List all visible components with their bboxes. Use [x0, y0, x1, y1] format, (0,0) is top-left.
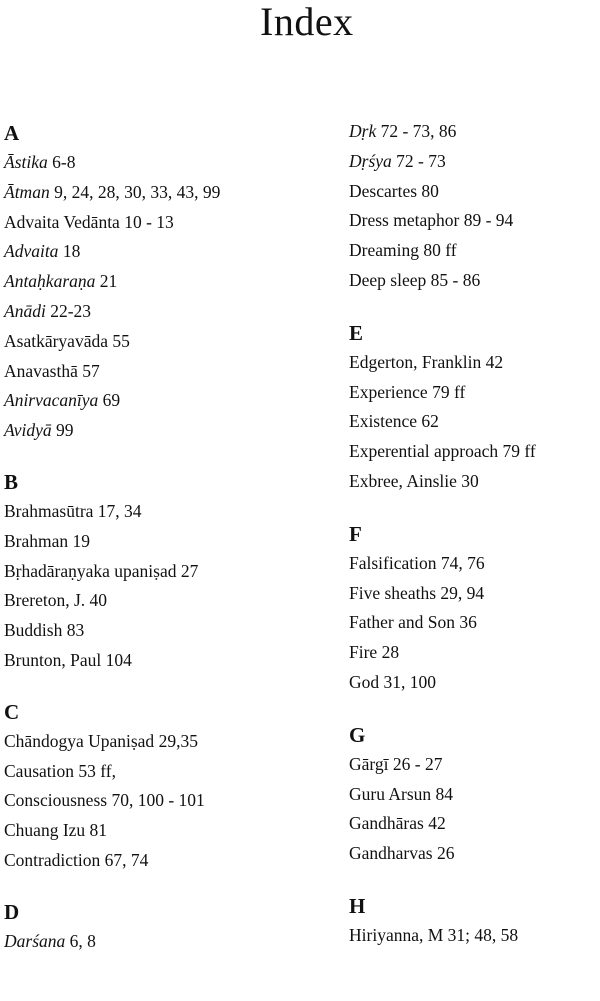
entry-term: Deep sleep: [349, 269, 427, 290]
index-section: [349, 720, 599, 869]
section-letter: D: [4, 899, 20, 924]
entry-pages: 62: [421, 411, 439, 432]
entry-pages: 67, 74: [104, 849, 149, 870]
entry-pages: 70, 100 - 101: [111, 790, 205, 811]
entry-term: Bṛhadāraṇyaka upaniṣad: [4, 560, 177, 581]
section-letter: F: [349, 521, 362, 546]
entry-pages: 21: [99, 271, 118, 292]
index-entry: [349, 236, 599, 266]
entry-pages: 85 - 86: [430, 269, 481, 290]
entry-pages: 55: [112, 330, 130, 351]
entry-term: Chuang Izu: [4, 820, 86, 841]
index-entry: [349, 549, 599, 579]
index-entry: [349, 668, 599, 698]
index-section: [4, 697, 304, 876]
left-column: [4, 118, 304, 978]
entry-pages: 40: [89, 590, 108, 611]
entry-term: Experience: [349, 381, 428, 402]
entry-pages: 19: [72, 530, 91, 551]
index-section: [4, 118, 304, 446]
right-column: [349, 117, 599, 973]
entry-term: Brereton, J.: [4, 590, 86, 611]
index-entry: [349, 579, 599, 609]
index-entry: [349, 467, 599, 497]
entry-pages: 31; 48, 58: [447, 924, 519, 945]
entry-term: Hiriyanna, M: [349, 924, 444, 945]
entry-pages: 29,35: [158, 730, 198, 751]
entry-pages: 6-8: [52, 152, 76, 172]
entry-term: Antaḥkaraṇa: [4, 271, 96, 292]
entry-term: Ātman: [4, 181, 50, 202]
index-entry: [349, 780, 599, 810]
index-entry: [349, 117, 599, 147]
entry-term: Brahmasūtra: [4, 500, 94, 521]
index-entry: [4, 757, 304, 787]
index-entry: [4, 297, 304, 327]
entry-term: Brunton, Paul: [4, 649, 102, 670]
index-section: [4, 897, 304, 957]
entry-term: Consciousness: [4, 790, 108, 811]
index-entry: [349, 437, 599, 467]
index-section: [4, 467, 304, 676]
index-entry: [349, 809, 599, 839]
section-letter: G: [349, 722, 366, 747]
entry-pages: 17, 34: [97, 500, 142, 521]
index-entry: [349, 407, 599, 437]
index-entry: [4, 846, 304, 876]
entry-term: Experential approach: [349, 441, 499, 462]
entry-term: Darśana: [4, 930, 66, 951]
entry-pages: 36: [459, 612, 477, 633]
entry-term: Chāndogya Upaniṣad: [4, 730, 155, 751]
entry-term: Fire: [349, 642, 378, 663]
entry-pages: 31, 100: [383, 671, 437, 692]
entry-term: God: [349, 671, 380, 692]
entry-term: Dṛśya: [349, 150, 392, 171]
section-letter: A: [4, 121, 20, 145]
entry-pages: 30: [461, 470, 479, 491]
entry-term: Causation: [4, 760, 74, 781]
index-entry: [349, 921, 599, 951]
entry-pages: 81: [89, 820, 108, 841]
index-section: [349, 519, 599, 698]
entry-pages: 53 ff,: [78, 760, 116, 781]
entry-pages: 26 - 27: [392, 753, 443, 774]
entry-pages: 89 - 94: [463, 210, 514, 231]
entry-term: Brahman: [4, 530, 69, 551]
entry-pages: 80: [421, 180, 439, 201]
entry-pages: 10 - 13: [124, 211, 174, 232]
index-entry: [4, 527, 304, 557]
entry-term: Avidyā: [4, 420, 52, 441]
entry-term: Gandhāras: [349, 813, 424, 834]
index-section: [349, 891, 599, 951]
entry-term: Āstika: [4, 152, 48, 172]
index-entry: [349, 147, 599, 177]
entry-pages: 27: [180, 560, 199, 581]
entry-pages: 6, 8: [69, 930, 96, 951]
entry-pages: 79 ff: [432, 381, 466, 402]
entry-term: Advaita Vedānta: [4, 211, 120, 232]
entry-pages: 84: [435, 783, 454, 804]
index-entry: [349, 177, 599, 207]
entry-pages: 72 - 73, 86: [380, 121, 457, 141]
section-letter: E: [349, 320, 364, 345]
index-entry: [349, 378, 599, 408]
entry-term: Advaita: [4, 241, 59, 262]
index-entry: [4, 927, 304, 957]
entry-term: Anavasthā: [4, 360, 78, 381]
entry-term: Dress metaphor: [349, 210, 460, 231]
index-entry: [4, 148, 304, 178]
entry-term: Guru Arsun: [349, 783, 432, 804]
entry-term: Dṛk: [349, 121, 377, 141]
index-entry: [4, 586, 304, 616]
entry-term: Buddish: [4, 620, 63, 641]
entry-term: Gārgī: [349, 753, 389, 774]
section-letter: C: [4, 699, 20, 724]
index-entry: [349, 608, 599, 638]
entry-pages: 42: [428, 813, 446, 834]
index-entry: [4, 386, 304, 416]
entry-pages: 80 ff: [423, 240, 457, 261]
index-entry: [4, 646, 304, 676]
index-entry: [349, 839, 599, 869]
entry-term: Edgerton, Franklin: [349, 351, 482, 372]
entry-pages: 74, 76: [440, 552, 485, 573]
page-title: Index: [260, 0, 354, 44]
entry-pages: 72 - 73: [396, 150, 446, 171]
index-entry: [349, 206, 599, 236]
entry-term: Existence: [349, 411, 418, 432]
entry-pages: 79 ff: [502, 441, 536, 462]
entry-term: Five sheaths: [349, 582, 437, 603]
entry-pages: 18: [62, 241, 81, 262]
index-entry: [4, 557, 304, 587]
index-entry: [4, 178, 304, 208]
index-entry: [4, 497, 304, 527]
index-entry: [4, 616, 304, 646]
index-entry: [4, 786, 304, 816]
index-entry: [349, 348, 599, 378]
entry-term: Asatkāryavāda: [4, 330, 108, 351]
entry-term: Exbree, Ainslie: [349, 470, 457, 491]
entry-pages: 57: [82, 360, 100, 381]
index-entry: [4, 727, 304, 757]
index-entry: [4, 208, 304, 238]
entry-term: Descartes: [349, 180, 418, 201]
entry-pages: 28: [381, 642, 400, 663]
index-entry: [4, 237, 304, 267]
entry-pages: 104: [105, 649, 132, 670]
entry-pages: 83: [66, 620, 85, 641]
entry-pages: 42: [485, 351, 504, 372]
index-entry: [349, 638, 599, 668]
section-letter: B: [4, 469, 19, 494]
index-entry: [4, 357, 304, 387]
entry-pages: 9, 24, 28, 30, 33, 43, 99: [54, 181, 221, 202]
entry-pages: 26: [436, 843, 455, 864]
entry-term: Gandharvas: [349, 843, 433, 864]
index-entry: [4, 327, 304, 357]
entry-pages: 69: [102, 390, 121, 411]
index-entry: [4, 267, 304, 297]
index-entry: [4, 816, 304, 846]
index-entry: [349, 266, 599, 296]
entry-pages: 99: [56, 420, 74, 441]
entry-pages: 29, 94: [440, 582, 485, 603]
entry-pages: 22-23: [50, 300, 92, 321]
entry-term: Contradiction: [4, 849, 101, 870]
index-section: [349, 318, 599, 497]
entry-term: Father and Son: [349, 612, 455, 633]
section-letter: H: [349, 893, 366, 918]
index-entry: [349, 750, 599, 780]
entry-term: Dreaming: [349, 240, 419, 261]
index-section: [349, 117, 599, 296]
entry-term: Anirvacanīya: [4, 390, 99, 411]
index-entry: [4, 416, 304, 446]
entry-term: Anādi: [4, 300, 46, 321]
entry-term: Falsification: [349, 552, 437, 573]
